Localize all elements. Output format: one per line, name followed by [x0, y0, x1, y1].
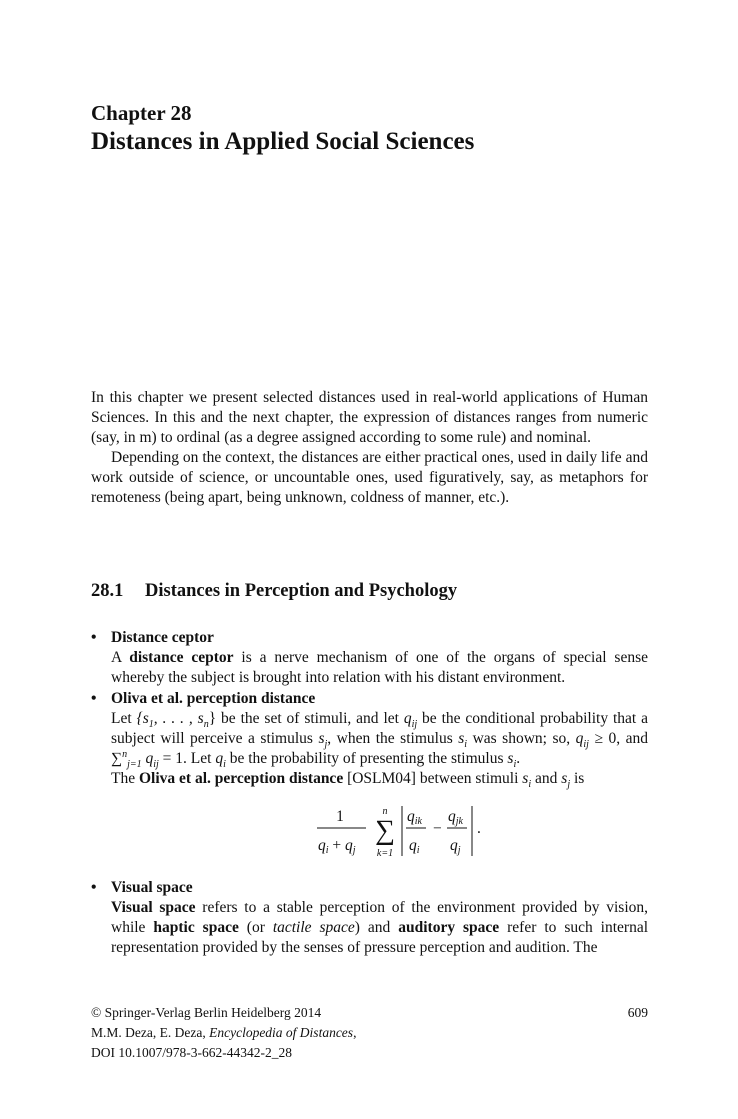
entry-term: Visual space	[111, 878, 193, 896]
section-number: 28.1	[91, 581, 124, 601]
entry-body: A distance ceptor is a nerve mechanism of one of the organs of special sense whereby the subject is brought into relation with his distant environment.	[111, 649, 649, 687]
copyright-line: © Springer-Verlag Berlin Heidelberg 2014	[91, 1005, 322, 1020]
formula-period: .	[477, 819, 481, 837]
citation-line: M.M. Deza, E. Deza, Encyclopedia of Distances,	[91, 1025, 357, 1040]
bullet: •	[91, 689, 97, 707]
section-heading	[91, 579, 457, 603]
formula-denominator: qi + qj	[318, 836, 356, 856]
entry-list	[91, 628, 648, 958]
entry-definition: The Oliva et al. perception distance [OSLM04] between stimuli $s_i$ and $s_j$ is	[111, 770, 585, 791]
fraction-qik-numerator: qik	[407, 807, 422, 827]
page-footer	[91, 1003, 648, 1063]
entry-body: Let {$s_1$, . . . , $s_n$} be the set of stimuli, and let $q_{ij}$ be the conditional probability that a subject will perceive a stimulus $s_j$, when the stimulus $s_i$ was shown; so, $q_{ij} \ge 0$, and ∑$^n_{j=1}$ $q_{ij} = 1$. Let $q_i$ be the probability of presenting the stimulus $s_i$.	[111, 709, 648, 771]
oliva-distance-formula	[111, 798, 648, 864]
entry-oliva-perception-distance	[91, 689, 648, 864]
intro-paragraph-1: In this chapter we present selected distances used in real-world applications of Human Sciences. In this and the next chapter, the expression of distances ranges from numeric (say, in m) to ordinal (as a degree assigned according to some rule) and nominal.	[91, 389, 648, 446]
entry-term: Oliva et al. perception distance	[111, 689, 316, 707]
section-title: Distances in Perception and Psychology	[145, 581, 458, 601]
bullet: •	[91, 629, 97, 646]
bullet: •	[91, 878, 97, 896]
chapter-title: Distances in Applied Social Sciences	[91, 128, 475, 155]
chapter-introduction	[91, 388, 648, 508]
sum-sign: ∑	[375, 814, 395, 846]
formula-numerator: 1	[336, 807, 344, 825]
minus-sign: −	[433, 819, 442, 837]
fraction-qi-denominator: qi	[409, 836, 420, 856]
intro-paragraph-2: Depending on the context, the distances are either practical ones, used in daily life and work outside of science, or uncountable ones, used figuratively, say, as metaphors for remoteness (being apart, being unknown, coldness of manner, etc.).	[91, 449, 648, 506]
chapter-label: Chapter 28	[91, 101, 192, 125]
entry-distance-ceptor	[91, 628, 648, 689]
page-number: 609	[627, 1005, 648, 1020]
fraction-qj-denominator: qj	[450, 836, 461, 856]
sum-upper-limit: n	[382, 805, 388, 817]
fraction-qjk-numerator: qjk	[448, 807, 463, 827]
sum-lower-limit: k=1	[376, 847, 394, 859]
doi-line: DOI 10.1007/978-3-662-44342-2_28	[91, 1045, 292, 1060]
entry-visual-space	[91, 878, 648, 959]
entry-body: Visual space refers to a stable perception of the environment provided by vision, while haptic space (or tactile space) and auditory space refer to such internal representation provided by the senses of pressure perception and audition. The	[111, 898, 649, 957]
entry-term: Distance ceptor	[111, 629, 214, 646]
